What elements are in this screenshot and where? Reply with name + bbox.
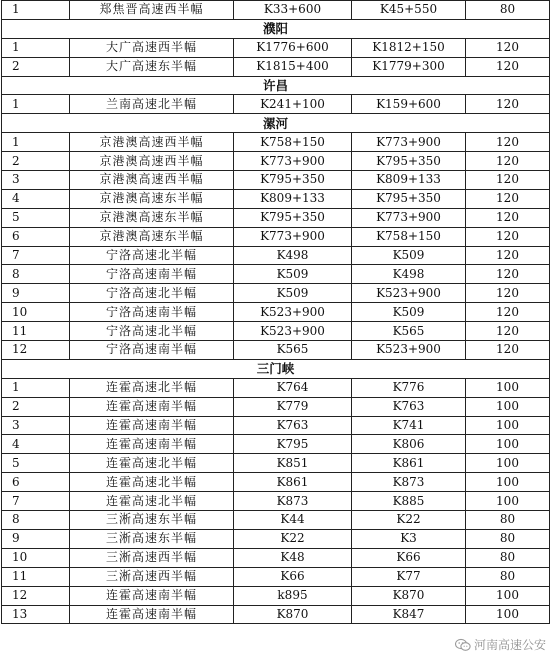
start-stake-cell: K795 xyxy=(234,435,352,454)
start-stake-cell: K66 xyxy=(234,567,352,586)
speed-limit-cell: 120 xyxy=(466,341,550,360)
speed-limit-cell: 100 xyxy=(466,473,550,492)
table-row xyxy=(2,284,550,303)
start-stake-cell: K1776+600 xyxy=(234,38,352,57)
table-row xyxy=(2,265,550,284)
end-stake-cell: K1779+300 xyxy=(352,57,466,76)
start-stake-cell: K22 xyxy=(234,529,352,548)
road-section-cell: 连霍高速北半幅 xyxy=(70,492,234,511)
road-section-cell: 连霍高速南半幅 xyxy=(70,605,234,624)
row-number-cell: 3 xyxy=(2,171,70,190)
row-number-cell: 1 xyxy=(2,133,70,152)
table-row xyxy=(2,378,550,397)
start-stake-cell: K779 xyxy=(234,397,352,416)
end-stake-cell: K498 xyxy=(352,265,466,284)
table-row xyxy=(2,511,550,530)
road-section-cell: 宁洛高速南半幅 xyxy=(70,303,234,322)
road-section-cell: 京港澳高速东半幅 xyxy=(70,227,234,246)
start-stake-cell: k895 xyxy=(234,586,352,605)
end-stake-cell: K763 xyxy=(352,397,466,416)
speed-limit-cell: 120 xyxy=(466,152,550,171)
row-number-cell: 5 xyxy=(2,208,70,227)
table-row xyxy=(2,227,550,246)
speed-limit-cell: 120 xyxy=(466,322,550,341)
road-section-cell: 连霍高速南半幅 xyxy=(70,586,234,605)
road-section-cell: 京港澳高速东半幅 xyxy=(70,189,234,208)
end-stake-cell: K773+900 xyxy=(352,208,466,227)
row-number-cell: 1 xyxy=(2,1,70,20)
start-stake-cell: K44 xyxy=(234,511,352,530)
row-number-cell: 9 xyxy=(2,529,70,548)
end-stake-cell: K741 xyxy=(352,416,466,435)
speed-limit-cell: 100 xyxy=(466,586,550,605)
end-stake-cell: K773+900 xyxy=(352,133,466,152)
row-number-cell: 7 xyxy=(2,492,70,511)
road-section-cell: 郑焦晋高速西半幅 xyxy=(70,1,234,20)
end-stake-cell: K3 xyxy=(352,529,466,548)
table-row xyxy=(2,416,550,435)
table-row xyxy=(2,57,550,76)
speed-limit-cell: 120 xyxy=(466,227,550,246)
start-stake-cell: K773+900 xyxy=(234,152,352,171)
end-stake-cell: K758+150 xyxy=(352,227,466,246)
road-section-cell: 宁洛高速北半幅 xyxy=(70,322,234,341)
start-stake-cell: K48 xyxy=(234,548,352,567)
end-stake-cell: K809+133 xyxy=(352,171,466,190)
table-row xyxy=(2,567,550,586)
table-row xyxy=(2,492,550,511)
table-row xyxy=(2,171,550,190)
row-number-cell: 11 xyxy=(2,567,70,586)
table-row xyxy=(2,38,550,57)
start-stake-cell: K241+100 xyxy=(234,95,352,114)
road-section-cell: 京港澳高速西半幅 xyxy=(70,133,234,152)
row-number-cell: 13 xyxy=(2,605,70,624)
table-row xyxy=(2,397,550,416)
row-number-cell: 12 xyxy=(2,341,70,360)
row-number-cell: 1 xyxy=(2,38,70,57)
speed-limit-cell: 80 xyxy=(466,1,550,20)
start-stake-cell: K509 xyxy=(234,265,352,284)
speed-limit-cell: 80 xyxy=(466,567,550,586)
section-header-row xyxy=(2,114,550,133)
end-stake-cell: K847 xyxy=(352,605,466,624)
end-stake-cell: K22 xyxy=(352,511,466,530)
speed-limit-cell: 120 xyxy=(466,57,550,76)
road-section-cell: 连霍高速南半幅 xyxy=(70,397,234,416)
road-section-cell: 三淅高速东半幅 xyxy=(70,529,234,548)
table-row xyxy=(2,1,550,20)
road-section-cell: 连霍高速北半幅 xyxy=(70,473,234,492)
end-stake-cell: K565 xyxy=(352,322,466,341)
road-section-cell: 大广高速西半幅 xyxy=(70,38,234,57)
end-stake-cell: K509 xyxy=(352,246,466,265)
speed-limit-cell: 100 xyxy=(466,416,550,435)
end-stake-cell: K776 xyxy=(352,378,466,397)
row-number-cell: 3 xyxy=(2,416,70,435)
section-header-row xyxy=(2,359,550,378)
start-stake-cell: K851 xyxy=(234,454,352,473)
table-row xyxy=(2,152,550,171)
section-title: 漯河 xyxy=(2,114,550,133)
speed-limit-cell: 120 xyxy=(466,246,550,265)
end-stake-cell: K66 xyxy=(352,548,466,567)
table-row xyxy=(2,133,550,152)
table-row xyxy=(2,95,550,114)
section-title: 许昌 xyxy=(2,76,550,95)
speed-limit-cell: 120 xyxy=(466,171,550,190)
end-stake-cell: K795+350 xyxy=(352,189,466,208)
speed-limit-cell: 80 xyxy=(466,529,550,548)
end-stake-cell: K77 xyxy=(352,567,466,586)
start-stake-cell: K763 xyxy=(234,416,352,435)
table-row xyxy=(2,435,550,454)
end-stake-cell: K159+600 xyxy=(352,95,466,114)
start-stake-cell: K795+350 xyxy=(234,171,352,190)
row-number-cell: 8 xyxy=(2,265,70,284)
end-stake-cell: K806 xyxy=(352,435,466,454)
start-stake-cell: K861 xyxy=(234,473,352,492)
speed-limit-cell: 120 xyxy=(466,38,550,57)
speed-limit-cell: 100 xyxy=(466,605,550,624)
road-section-cell: 京港澳高速西半幅 xyxy=(70,171,234,190)
start-stake-cell: K764 xyxy=(234,378,352,397)
speed-limit-cell: 120 xyxy=(466,284,550,303)
road-section-cell: 宁洛高速北半幅 xyxy=(70,284,234,303)
start-stake-cell: K1815+400 xyxy=(234,57,352,76)
table-row xyxy=(2,341,550,360)
row-number-cell: 10 xyxy=(2,303,70,322)
start-stake-cell: K509 xyxy=(234,284,352,303)
speed-limit-cell: 100 xyxy=(466,378,550,397)
row-number-cell: 8 xyxy=(2,511,70,530)
road-section-cell: 三淅高速西半幅 xyxy=(70,567,234,586)
speed-limit-table xyxy=(1,0,550,624)
speed-limit-cell: 120 xyxy=(466,133,550,152)
row-number-cell: 6 xyxy=(2,473,70,492)
table-row xyxy=(2,322,550,341)
speed-limit-cell: 80 xyxy=(466,548,550,567)
end-stake-cell: K509 xyxy=(352,303,466,322)
road-section-cell: 京港澳高速西半幅 xyxy=(70,152,234,171)
row-number-cell: 12 xyxy=(2,586,70,605)
road-section-cell: 连霍高速北半幅 xyxy=(70,454,234,473)
road-section-cell: 连霍高速北半幅 xyxy=(70,378,234,397)
road-section-cell: 宁洛高速南半幅 xyxy=(70,265,234,284)
section-header-row xyxy=(2,76,550,95)
road-section-cell: 大广高速东半幅 xyxy=(70,57,234,76)
end-stake-cell: K1812+150 xyxy=(352,38,466,57)
speed-limit-cell: 80 xyxy=(466,511,550,530)
end-stake-cell: K523+900 xyxy=(352,341,466,360)
road-section-cell: 三淅高速西半幅 xyxy=(70,548,234,567)
speed-limit-cell: 100 xyxy=(466,397,550,416)
table-row xyxy=(2,189,550,208)
road-section-cell: 连霍高速南半幅 xyxy=(70,416,234,435)
start-stake-cell: K809+133 xyxy=(234,189,352,208)
start-stake-cell: K565 xyxy=(234,341,352,360)
section-title: 濮阳 xyxy=(2,19,550,38)
row-number-cell: 1 xyxy=(2,378,70,397)
row-number-cell: 7 xyxy=(2,246,70,265)
row-number-cell: 2 xyxy=(2,152,70,171)
start-stake-cell: K773+900 xyxy=(234,227,352,246)
start-stake-cell: K795+350 xyxy=(234,208,352,227)
end-stake-cell: K523+900 xyxy=(352,284,466,303)
end-stake-cell: K795+350 xyxy=(352,152,466,171)
start-stake-cell: K873 xyxy=(234,492,352,511)
road-section-cell: 连霍高速南半幅 xyxy=(70,435,234,454)
start-stake-cell: K870 xyxy=(234,605,352,624)
row-number-cell: 4 xyxy=(2,189,70,208)
speed-limit-cell: 120 xyxy=(466,208,550,227)
row-number-cell: 2 xyxy=(2,57,70,76)
table-row xyxy=(2,529,550,548)
start-stake-cell: K33+600 xyxy=(234,1,352,20)
table-row xyxy=(2,548,550,567)
table-row xyxy=(2,246,550,265)
road-section-cell: 兰南高速北半幅 xyxy=(70,95,234,114)
road-section-cell: 宁洛高速北半幅 xyxy=(70,246,234,265)
row-number-cell: 5 xyxy=(2,454,70,473)
watermark xyxy=(455,636,546,653)
row-number-cell: 11 xyxy=(2,322,70,341)
row-number-cell: 2 xyxy=(2,397,70,416)
table-row xyxy=(2,473,550,492)
road-section-cell: 京港澳高速东半幅 xyxy=(70,208,234,227)
end-stake-cell: K45+550 xyxy=(352,1,466,20)
speed-limit-cell: 120 xyxy=(466,95,550,114)
table-row xyxy=(2,303,550,322)
row-number-cell: 9 xyxy=(2,284,70,303)
wechat-official-account-icon xyxy=(455,638,471,652)
end-stake-cell: K885 xyxy=(352,492,466,511)
table-row xyxy=(2,586,550,605)
row-number-cell: 10 xyxy=(2,548,70,567)
start-stake-cell: K523+900 xyxy=(234,322,352,341)
table-row xyxy=(2,605,550,624)
speed-limit-cell: 100 xyxy=(466,492,550,511)
watermark-text: 河南高速公安 xyxy=(473,638,546,652)
end-stake-cell: K873 xyxy=(352,473,466,492)
start-stake-cell: K498 xyxy=(234,246,352,265)
row-number-cell: 6 xyxy=(2,227,70,246)
table-row xyxy=(2,454,550,473)
section-header-row xyxy=(2,19,550,38)
end-stake-cell: K870 xyxy=(352,586,466,605)
road-section-cell: 宁洛高速南半幅 xyxy=(70,341,234,360)
speed-limit-cell: 120 xyxy=(466,189,550,208)
row-number-cell: 4 xyxy=(2,435,70,454)
speed-limit-cell: 120 xyxy=(466,265,550,284)
road-section-cell: 三淅高速东半幅 xyxy=(70,511,234,530)
start-stake-cell: K758+150 xyxy=(234,133,352,152)
row-number-cell: 1 xyxy=(2,95,70,114)
start-stake-cell: K523+900 xyxy=(234,303,352,322)
speed-limit-cell: 120 xyxy=(466,303,550,322)
table-body xyxy=(2,1,550,624)
section-title: 三门峡 xyxy=(2,359,550,378)
table-row xyxy=(2,208,550,227)
speed-limit-cell: 100 xyxy=(466,454,550,473)
end-stake-cell: K861 xyxy=(352,454,466,473)
speed-limit-cell: 100 xyxy=(466,435,550,454)
